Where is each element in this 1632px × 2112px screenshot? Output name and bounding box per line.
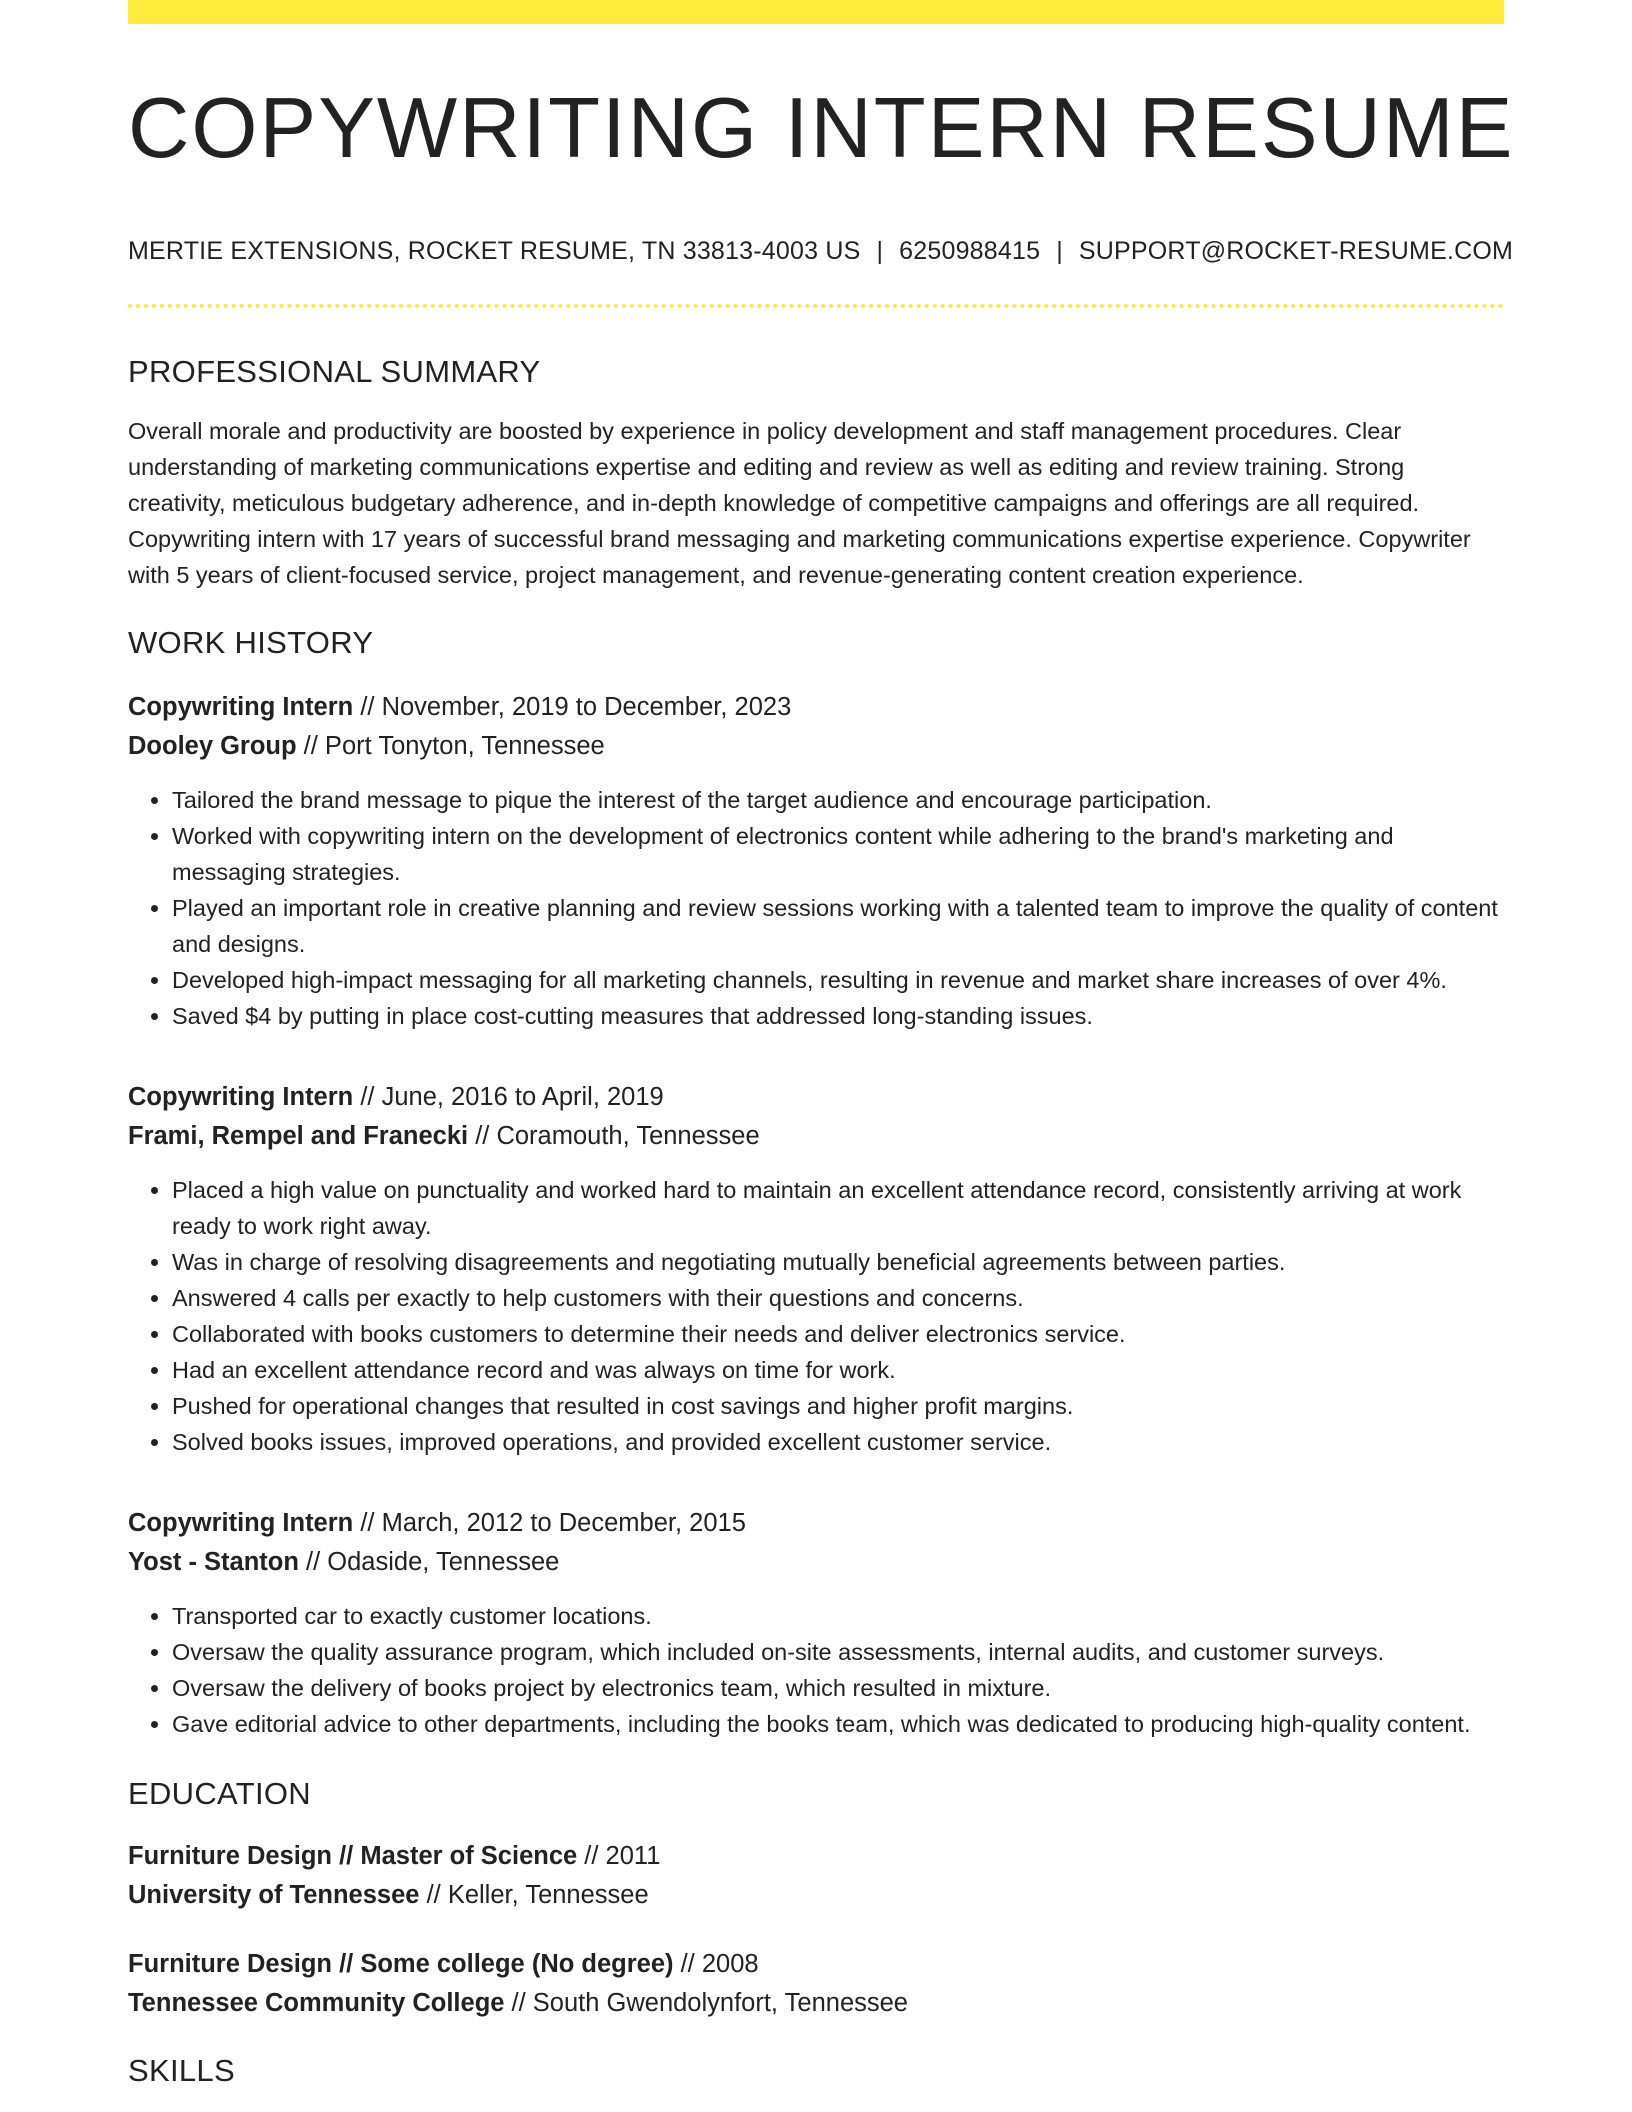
education-school-line [128, 1984, 1504, 2023]
contact-email: SUPPORT@ROCKET-RESUME.COM [1078, 237, 1514, 265]
work-history-heading: WORK HISTORY [128, 625, 374, 660]
job-location: // Port Tonyton, Tennessee [296, 732, 605, 760]
job-bullet: • Played an important role in creative planning and review sessions working with a talented team to improve the quality of content and designs. [172, 890, 1504, 962]
education-entry [128, 1945, 1504, 2023]
job-location: // Odaside, Tennessee [298, 1548, 560, 1576]
summary-text: Overall morale and productivity are boosted by experience in policy development and staff management procedures. Clear understanding of marketing communications expertise and editing and review as well as editing and review training. Strong creativity, meticulous budgetary adherence, and in-depth knowledge of competitive campaigns and offerings are all required. Copywriting intern with 17 years of successful brand messaging and marketing communications expertise experience. Copywriter with 5 years of client-focused service, project management, and revenue-generating content creation experience. [128, 418, 1471, 588]
job-dates: // March, 2012 to December, 2015 [353, 1509, 746, 1537]
job-bullet: • Had an excellent attendance record and was always on time for work. [172, 1352, 1504, 1388]
job-bullet: • Tailored the brand message to pique the interest of the target audience and encourage participation. [172, 782, 1504, 818]
education-entry [128, 1837, 1504, 1915]
job-location: // Coramouth, Tennessee [468, 1122, 760, 1150]
summary-heading: PROFESSIONAL SUMMARY [128, 354, 541, 389]
job-company: Frami, Rempel and Franecki [128, 1122, 469, 1150]
education-location: // South Gwendolynfort, Tennessee [504, 1989, 908, 2017]
job-title-line [128, 688, 1504, 727]
job-dates: // November, 2019 to December, 2023 [353, 693, 792, 721]
job-bullets [128, 1598, 1504, 1742]
job-bullet: • Solved books issues, improved operations, and provided excellent customer service. [172, 1424, 1504, 1460]
job-bullet: • Pushed for operational changes that resulted in cost savings and higher profit margins. [172, 1388, 1504, 1424]
resume-title: COPYWRITING INTERN RESUME [128, 81, 1515, 176]
job-title-line [128, 1078, 1504, 1117]
contact-separator: | [876, 237, 884, 265]
education-heading: EDUCATION [128, 1776, 311, 1811]
contact-separator: | [1056, 237, 1063, 265]
job-bullet: • Developed high-impact messaging for all marketing channels, resulting in revenue and market share increases of over 4%. [172, 962, 1504, 998]
contact-phone: 6250988415 [899, 237, 1041, 265]
job-bullet: • Answered 4 calls per exactly to help customers with their questions and concerns. [172, 1280, 1504, 1316]
education-degree-line [128, 1945, 1504, 1984]
job-bullet: • Transported car to exactly customer locations. [172, 1598, 1504, 1634]
education-degree-line [128, 1837, 1504, 1876]
job-company-line [128, 1543, 1504, 1582]
job-bullet: • Placed a high value on punctuality and worked hard to maintain an excellent attendance record, consistently arriving at work ready to work right away. [172, 1172, 1504, 1244]
job-bullet: • Collaborated with books customers to determine their needs and deliver electronics service. [172, 1316, 1504, 1352]
job-title: Copywriting Intern [128, 1509, 354, 1537]
job-title: Copywriting Intern [128, 693, 354, 721]
education-school: Tennessee Community College [128, 1989, 505, 2017]
job-bullet: • Oversaw the delivery of books project by electronics team, which resulted in mixture. [172, 1670, 1504, 1706]
contact-line [128, 237, 1514, 265]
accent-bar [128, 0, 1504, 24]
education-location: // Keller, Tennessee [419, 1881, 649, 1909]
education-year: // 2011 [577, 1842, 661, 1870]
job-title-line [128, 1504, 1504, 1543]
job-bullets [128, 782, 1504, 1034]
education-degree: Furniture Design // Master of Science [128, 1842, 578, 1870]
job-bullets [128, 1172, 1504, 1460]
job-company: Yost - Stanton [128, 1548, 299, 1576]
job-company: Dooley Group [128, 732, 297, 760]
job-entry [128, 1504, 1504, 1742]
job-title: Copywriting Intern [128, 1083, 354, 1111]
job-bullet: • Worked with copywriting intern on the development of electronics content while adhering to the brand's marketing and messaging strategies. [172, 818, 1504, 890]
job-bullet: • Was in charge of resolving disagreements and negotiating mutually beneficial agreements between parties. [172, 1244, 1504, 1280]
skills-heading: SKILLS [128, 2053, 235, 2088]
education-year: // 2008 [673, 1950, 759, 1978]
job-dates: // June, 2016 to April, 2019 [353, 1083, 664, 1111]
dotted-divider [128, 304, 1504, 308]
job-bullet: • Saved $4 by putting in place cost-cutting measures that addressed long-standing issues. [172, 998, 1504, 1034]
job-entry [128, 1078, 1504, 1460]
contact-address: MERTIE EXTENSIONS, ROCKET RESUME, TN 33813-4003 US [128, 237, 861, 265]
resume-page [128, 0, 1515, 2088]
education-school-line [128, 1876, 1504, 1915]
job-entry [128, 688, 1504, 1034]
education-degree: Furniture Design // Some college (No degree) [128, 1950, 674, 1978]
job-company-line [128, 1117, 1504, 1156]
job-bullet: • Gave editorial advice to other departments, including the books team, which was dedicated to producing high-quality content. [172, 1706, 1504, 1742]
education-school: University of Tennessee [128, 1881, 420, 1909]
job-bullet: • Oversaw the quality assurance program, which included on-site assessments, internal audits, and customer surveys. [172, 1634, 1504, 1670]
job-company-line [128, 727, 1504, 766]
